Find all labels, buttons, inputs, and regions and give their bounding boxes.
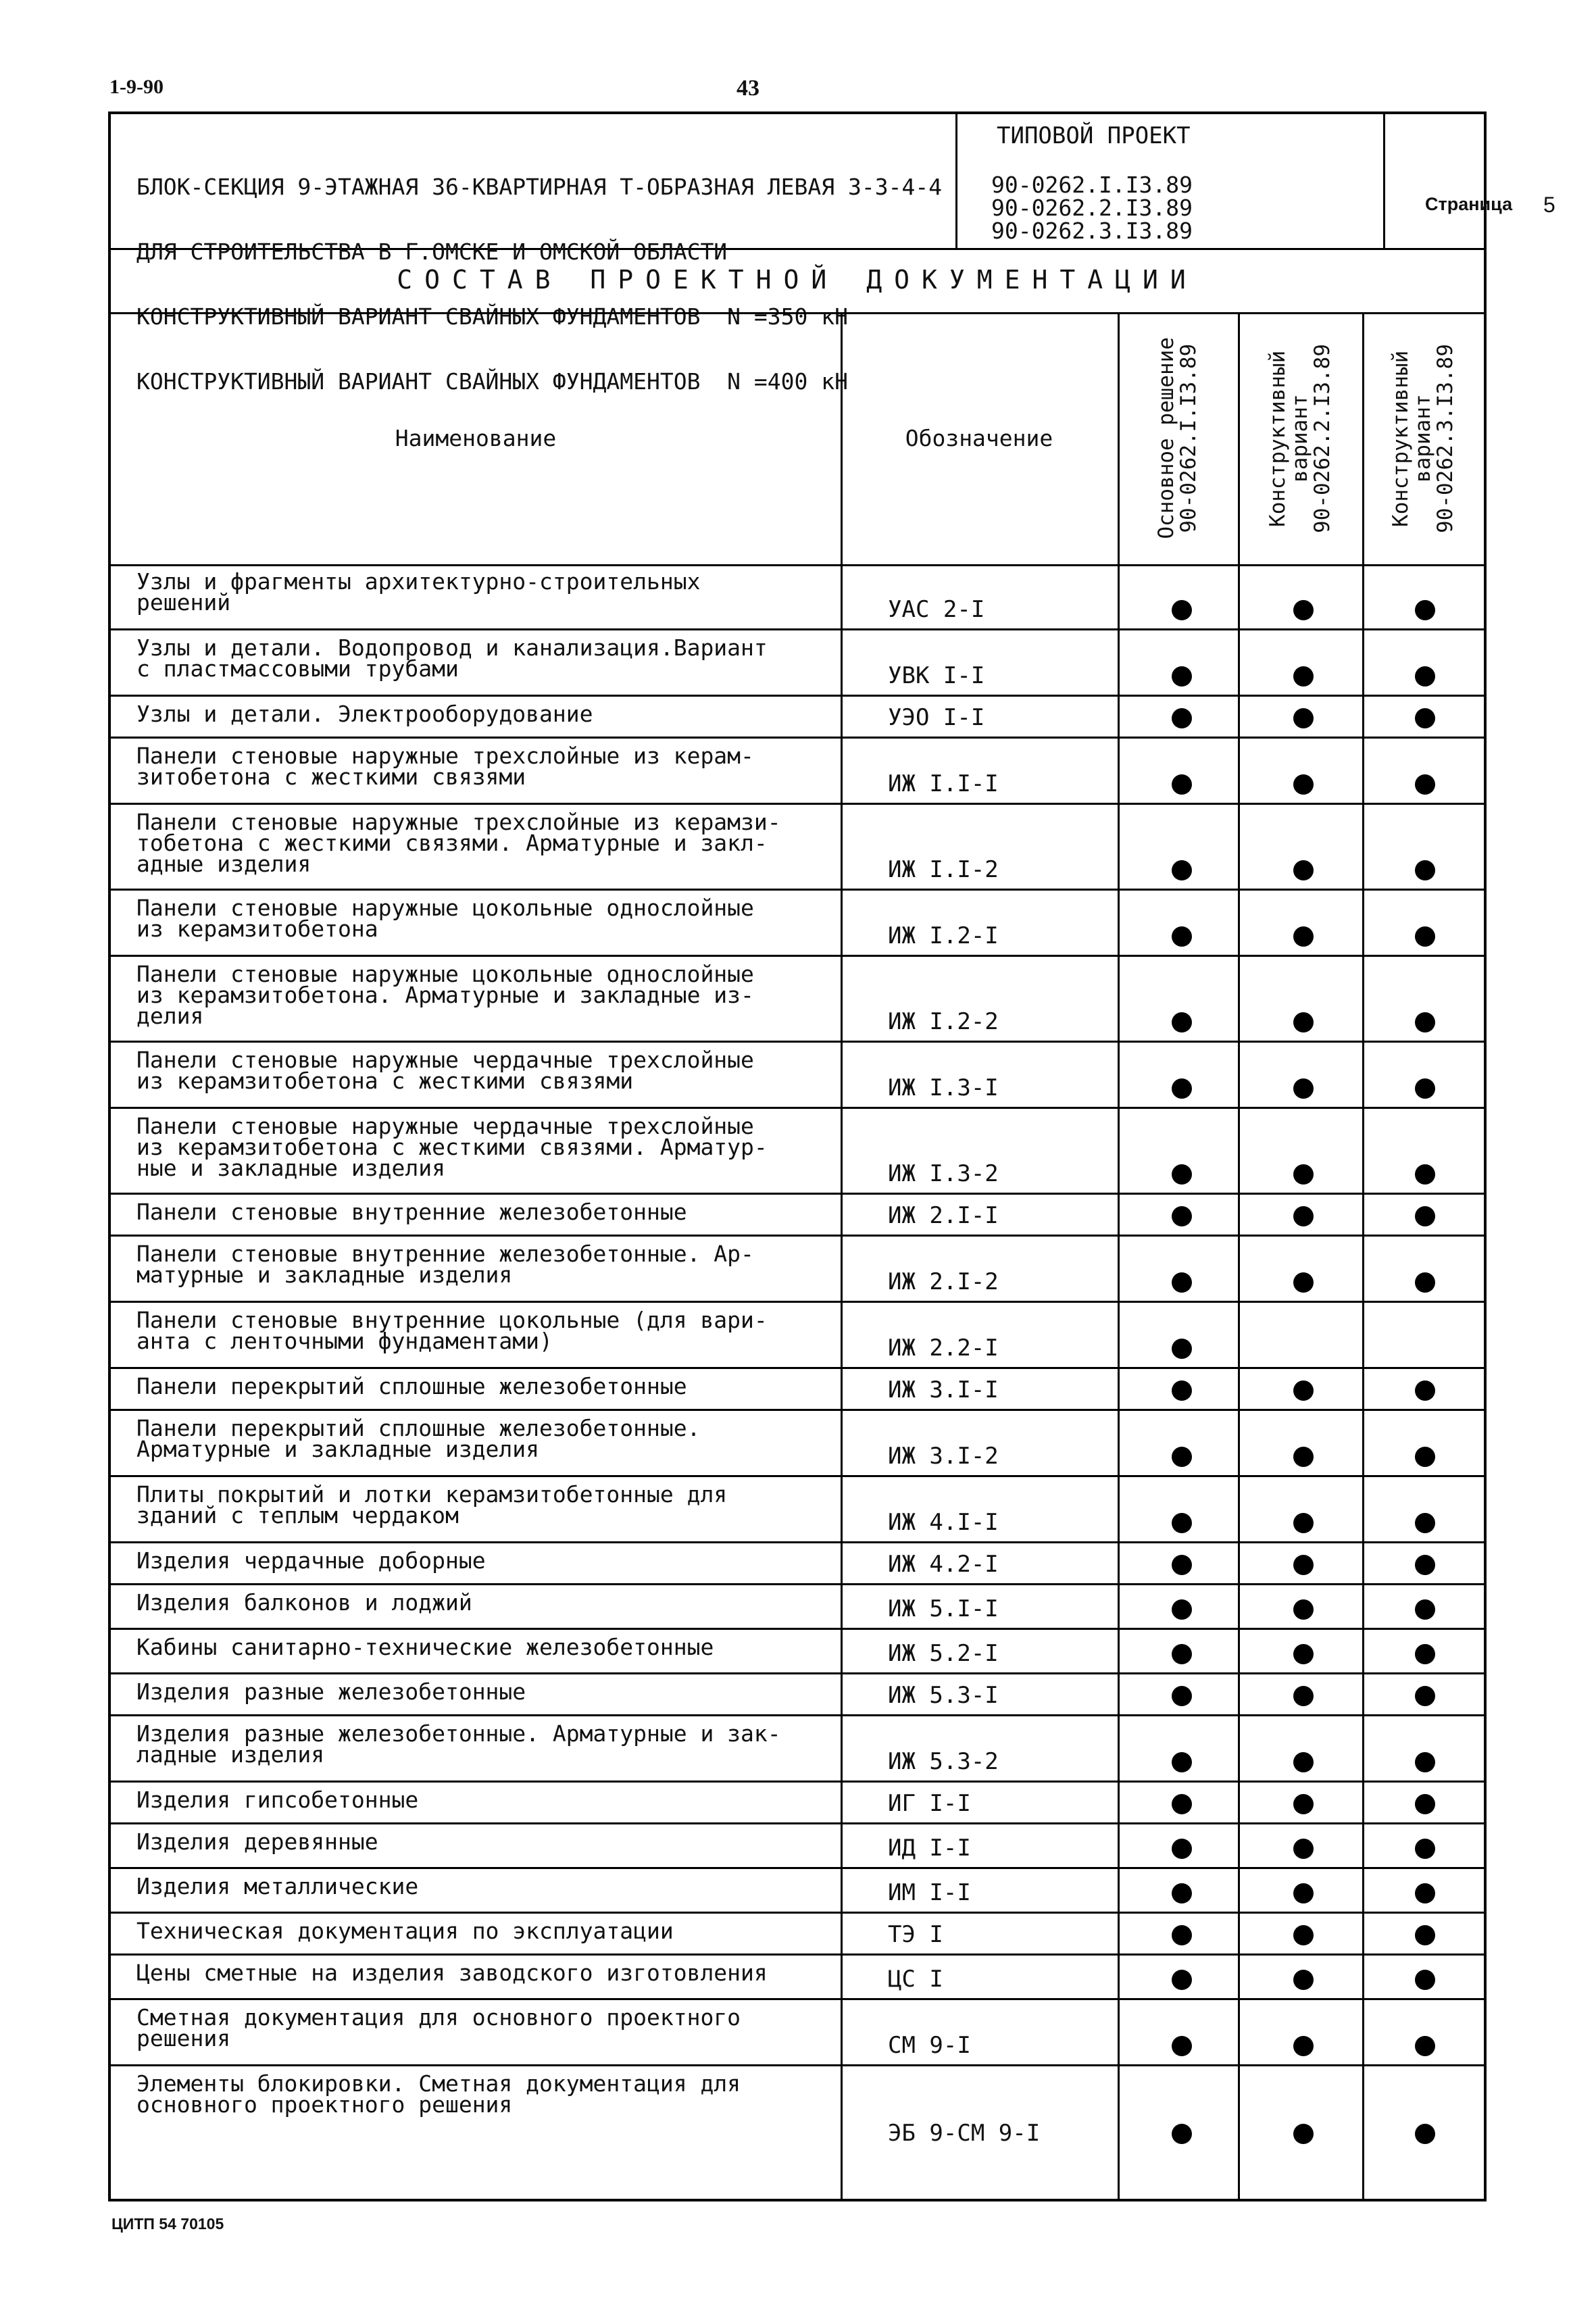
inclusion-mark-variant-2	[1293, 1925, 1314, 1945]
row-name: Узлы и детали. Водопровод и канализация.Вариант с пластмассовыми трубами	[136, 634, 768, 682]
inclusion-mark-variant-1	[1172, 2124, 1192, 2144]
column-header-variant-2-text: Конструктивный вариант 90-0262.2.I3.89	[1265, 343, 1335, 533]
inclusion-mark-variant-1	[1172, 1513, 1192, 1533]
table-row	[111, 1475, 1484, 1541]
row-name: Изделия балконов и лоджий	[136, 1589, 472, 1616]
project-type-label: ТИПОВОЙ ПРОЕКТ	[997, 122, 1191, 149]
inclusion-mark-variant-2	[1293, 1380, 1314, 1401]
table-row	[111, 955, 1484, 1041]
row-name: Сметная документация для основного проектного решения	[136, 2004, 741, 2051]
table-row	[111, 2064, 1484, 2152]
row-designation: ИЖ 5.I-I	[888, 1595, 999, 1622]
inclusion-mark-variant-2	[1293, 2036, 1314, 2056]
row-name: Изделия гипсобетонные	[136, 1787, 419, 1813]
inclusion-mark-variant-3	[1415, 1883, 1435, 1903]
inclusion-mark-variant-3	[1415, 1686, 1435, 1706]
inclusion-mark-variant-1	[1172, 926, 1192, 947]
row-name: Панели стеновые наружные чердачные трехслойные из керамзитобетона с жесткими связями	[136, 1047, 754, 1094]
row-name: Панели стеновые наружные чердачные трехслойные из керамзитобетона с жесткими связями. Арматур- ные и закладные изделия	[136, 1113, 768, 1181]
sheet-code: 1-9-90	[109, 76, 164, 98]
table-row	[111, 1998, 1484, 2064]
row-name: Изделия чердачные доборные	[136, 1547, 486, 1574]
row-designation: ИМ I-I	[888, 1879, 971, 1906]
row-designation: ИЖ 3.I-I	[888, 1376, 999, 1403]
row-designation: СМ 9-I	[888, 2032, 971, 2059]
row-designation: ИЖ 2.I-I	[888, 1202, 999, 1229]
row-designation: УЭО I-I	[888, 704, 985, 731]
inclusion-mark-variant-2	[1293, 1012, 1314, 1032]
row-name: Панели стеновые наружные трехслойные из керам- зитобетона с жесткими связями	[136, 743, 754, 790]
inclusion-mark-variant-2	[1293, 1752, 1314, 1772]
row-name: Панели перекрытий сплошные железобетонные	[136, 1373, 687, 1399]
inclusion-mark-variant-1	[1172, 1164, 1192, 1185]
inclusion-mark-variant-2	[1293, 708, 1314, 728]
inclusion-mark-variant-2	[1293, 774, 1314, 795]
row-name: Панели перекрытий сплошные железобетонные. Арматурные и закладные изделия	[136, 1415, 701, 1462]
column-headers	[111, 312, 1484, 566]
row-designation: ИЖ I.3-I	[888, 1074, 999, 1101]
inclusion-mark-variant-1	[1172, 1447, 1192, 1467]
row-name: Элементы блокировки. Сметная документация для основного проектного решения	[136, 2070, 741, 2118]
project-codes	[991, 174, 1193, 243]
table-title: СОСТАВ ПРОЕКТНОЙ ДОКУМЕНТАЦИИ	[111, 248, 1484, 314]
row-designation: ИЖ I.2-I	[888, 922, 999, 949]
row-name: Цены сметные на изделия заводского изготовления	[136, 1960, 768, 1986]
inclusion-mark-variant-2	[1293, 1644, 1314, 1664]
inclusion-mark-variant-1	[1172, 1752, 1192, 1772]
inclusion-mark-variant-3	[1415, 1839, 1435, 1859]
table-row	[111, 1912, 1484, 1953]
inclusion-mark-variant-3	[1415, 1164, 1435, 1185]
inclusion-mark-variant-2	[1293, 600, 1314, 620]
inclusion-mark-variant-3	[1415, 1794, 1435, 1814]
row-designation: ИЖ 5.2-I	[888, 1640, 999, 1667]
table-row	[111, 889, 1484, 955]
inclusion-mark-variant-3	[1415, 860, 1435, 880]
inclusion-mark-variant-3	[1415, 1513, 1435, 1533]
row-name: Узлы и фрагменты архитектурно-строительных решений	[136, 568, 701, 616]
inclusion-mark-variant-1	[1172, 1272, 1192, 1293]
inclusion-mark-variant-2	[1293, 1970, 1314, 1990]
table-row	[111, 1409, 1484, 1475]
project-title-line: КОНСТРУКТИВНЫЙ ВАРИАНТ СВАЙНЫХ ФУНДАМЕНТОВ N =400 кН	[136, 368, 848, 395]
inclusion-mark-variant-3	[1415, 774, 1435, 795]
table-row	[111, 1193, 1484, 1235]
inclusion-mark-variant-1	[1172, 666, 1192, 687]
inclusion-mark-variant-1	[1172, 2036, 1192, 2056]
row-name: Изделия разные железобетонные. Арматурные и зак- ладные изделия	[136, 1720, 781, 1768]
row-name: Кабины санитарно-технические железобетонные	[136, 1634, 714, 1660]
inclusion-mark-variant-1	[1172, 1970, 1192, 1990]
inclusion-mark-variant-1	[1172, 1555, 1192, 1575]
inclusion-mark-variant-3	[1415, 1380, 1435, 1401]
row-designation: УВК I-I	[888, 662, 985, 689]
table-row	[111, 695, 1484, 737]
row-designation: ИЖ 2.I-2	[888, 1268, 999, 1295]
table-row	[111, 1301, 1484, 1367]
row-name: Панели стеновые внутренние цокольные (для вари- анта с ленточными фундаментами)	[136, 1307, 768, 1354]
row-designation: ИЖ 3.I-2	[888, 1443, 999, 1470]
inclusion-mark-variant-1	[1172, 1839, 1192, 1859]
inclusion-mark-variant-2	[1293, 860, 1314, 880]
page-label: Страница	[1425, 194, 1513, 214]
inclusion-mark-variant-2	[1293, 1513, 1314, 1533]
row-designation: ИЖ I.2-2	[888, 1008, 999, 1035]
inclusion-mark-variant-1	[1172, 1206, 1192, 1226]
inclusion-mark-variant-1	[1172, 1012, 1192, 1032]
inclusion-mark-variant-2	[1293, 1794, 1314, 1814]
column-header-variant-1	[1118, 312, 1238, 564]
row-name: Изделия разные железобетонные	[136, 1678, 526, 1705]
inclusion-mark-variant-1	[1172, 860, 1192, 880]
table-row	[111, 1781, 1484, 1822]
column-header-designation: Обозначение	[905, 425, 1053, 451]
document-frame	[108, 111, 1555, 2201]
row-designation: ИЖ 5.3-2	[888, 1748, 999, 1775]
inclusion-mark-variant-3	[1415, 1206, 1435, 1226]
inclusion-mark-variant-2	[1293, 666, 1314, 687]
inclusion-mark-variant-1	[1172, 1644, 1192, 1664]
row-name: Панели стеновые внутренние железобетонные. Ар- матурные и закладные изделия	[136, 1241, 754, 1288]
row-designation: ИЖ 2.2-I	[888, 1335, 999, 1362]
inclusion-mark-variant-2	[1293, 926, 1314, 947]
inclusion-mark-variant-1	[1172, 1794, 1192, 1814]
table-row	[111, 1822, 1484, 1867]
row-designation: ИЖ I.3-2	[888, 1160, 999, 1187]
table-row	[111, 1541, 1484, 1583]
inclusion-mark-variant-1	[1172, 708, 1192, 728]
inclusion-mark-variant-3	[1415, 2124, 1435, 2144]
inclusion-mark-variant-3	[1415, 1970, 1435, 1990]
inclusion-mark-variant-3	[1415, 1644, 1435, 1664]
inclusion-mark-variant-2	[1293, 2124, 1314, 2144]
inclusion-mark-variant-3	[1415, 926, 1435, 947]
inclusion-mark-variant-2	[1293, 1206, 1314, 1226]
table-row	[111, 564, 1484, 628]
column-header-variant-1-text: Основное решение 90-0262.I.I3.89	[1154, 337, 1201, 539]
inclusion-mark-variant-1	[1172, 1883, 1192, 1903]
column-header-variant-3-text: Конструктивный вариант 90-0262.3.I3.89	[1388, 343, 1457, 533]
inclusion-mark-variant-1	[1172, 1078, 1192, 1099]
table-row	[111, 803, 1484, 889]
table-row	[111, 1041, 1484, 1107]
inclusion-mark-variant-1	[1172, 774, 1192, 795]
project-code: 90-0262.3.I3.89	[991, 218, 1193, 244]
row-name: Панели стеновые наружные цокольные однослойные из керамзитобетона. Арматурные и закладные из- делия	[136, 961, 754, 1029]
inclusion-mark-variant-3	[1415, 1599, 1435, 1620]
table-row	[111, 1867, 1484, 1912]
row-name: Изделия деревянные	[136, 1828, 378, 1855]
column-header-variant-2	[1238, 312, 1362, 564]
row-designation: ИЖ 4.I-I	[888, 1509, 999, 1536]
inclusion-mark-variant-3	[1415, 1925, 1435, 1945]
project-code: 90-0262.2.I3.89	[991, 195, 1193, 221]
inclusion-mark-variant-3	[1415, 1447, 1435, 1467]
table-row	[111, 628, 1484, 695]
inclusion-mark-variant-2	[1293, 1164, 1314, 1185]
inclusion-mark-variant-2	[1293, 1078, 1314, 1099]
row-designation: ЭБ 9-СМ 9-I	[888, 2120, 1041, 2147]
table-row	[111, 1953, 1484, 1998]
project-type-cell	[955, 114, 1385, 248]
row-designation: УАС 2-I	[888, 596, 985, 623]
inclusion-mark-variant-1	[1172, 600, 1192, 620]
table-row	[111, 1235, 1484, 1301]
inclusion-mark-variant-2	[1293, 1555, 1314, 1575]
row-name: Изделия металлические	[136, 1873, 419, 1899]
inclusion-mark-variant-3	[1415, 666, 1435, 687]
project-title-line: КОНСТРУКТИВНЫЙ ВАРИАНТ СВАЙНЫХ ФУНДАМЕНТОВ N =350 кН	[136, 303, 848, 330]
inclusion-mark-variant-2	[1293, 1839, 1314, 1859]
inclusion-mark-variant-2	[1293, 1447, 1314, 1467]
table-row	[111, 1583, 1484, 1628]
inclusion-mark-variant-2	[1293, 1883, 1314, 1903]
inclusion-mark-variant-1	[1172, 1339, 1192, 1359]
inclusion-mark-variant-1	[1172, 1380, 1192, 1401]
inclusion-mark-variant-3	[1415, 1012, 1435, 1032]
row-designation: ИД I-I	[888, 1835, 971, 1862]
table-row	[111, 1714, 1484, 1781]
inclusion-mark-variant-3	[1415, 1752, 1435, 1772]
table-row	[111, 1107, 1484, 1193]
row-name: Техническая документация по эксплуатации	[136, 1918, 674, 1944]
page-value: 5	[1543, 193, 1555, 217]
row-name: Панели стеновые внутренние железобетонные	[136, 1199, 687, 1225]
inclusion-mark-variant-3	[1415, 1078, 1435, 1099]
row-designation: ТЭ I	[888, 1921, 943, 1948]
inclusion-mark-variant-2	[1293, 1599, 1314, 1620]
column-header-name: Наименование	[395, 425, 557, 451]
row-designation: ЦС I	[888, 1966, 943, 1993]
table-row	[111, 1672, 1484, 1714]
inclusion-mark-variant-3	[1415, 708, 1435, 728]
row-designation: ИЖ 4.2-I	[888, 1551, 999, 1578]
row-name: Панели стеновые наружные цокольные однослойные из керамзитобетона	[136, 895, 754, 942]
inclusion-mark-variant-3	[1415, 2036, 1435, 2056]
inclusion-mark-variant-2	[1293, 1686, 1314, 1706]
table-row	[111, 1628, 1484, 1672]
project-title-line: ДЛЯ СТРОИТЕЛЬСТВА В Г.ОМСКЕ И ОМСКОЙ ОБЛАСТИ	[136, 239, 728, 265]
inclusion-mark-variant-3	[1415, 1272, 1435, 1293]
inclusion-mark-variant-1	[1172, 1686, 1192, 1706]
project-title-line: БЛОК-СЕКЦИЯ 9-ЭТАЖНАЯ 36-КВАРТИРНАЯ Т-ОБРАЗНАЯ ЛЕВАЯ 3-3-4-4	[136, 174, 943, 200]
inclusion-mark-variant-1	[1172, 1599, 1192, 1620]
row-designation: ИЖ I.I-I	[888, 770, 999, 797]
inclusion-mark-variant-3	[1415, 600, 1435, 620]
row-name: Панели стеновые наружные трехслойные из керамзи- тобетона с жесткими связями. Арматурные и закл- адные изделия	[136, 809, 781, 877]
column-header-variant-3	[1362, 312, 1484, 564]
inclusion-mark-variant-2	[1293, 1272, 1314, 1293]
row-designation: ИЖ I.I-2	[888, 856, 999, 883]
row-name: Узлы и детали. Электрооборудование	[136, 701, 593, 727]
table-row	[111, 1367, 1484, 1409]
row-designation: ИГ I-I	[888, 1790, 971, 1817]
table-row	[111, 737, 1484, 803]
row-name: Плиты покрытий и лотки керамзитобетонные для зданий с теплым чердаком	[136, 1481, 728, 1528]
inclusion-mark-variant-1	[1172, 1925, 1192, 1945]
project-code: 90-0262.I.I3.89	[991, 172, 1193, 198]
inclusion-mark-variant-3	[1415, 1555, 1435, 1575]
footer-code: ЦИТП 54 70105	[111, 2215, 224, 2233]
page-number: 43	[737, 76, 759, 101]
row-designation: ИЖ 5.3-I	[888, 1682, 999, 1709]
